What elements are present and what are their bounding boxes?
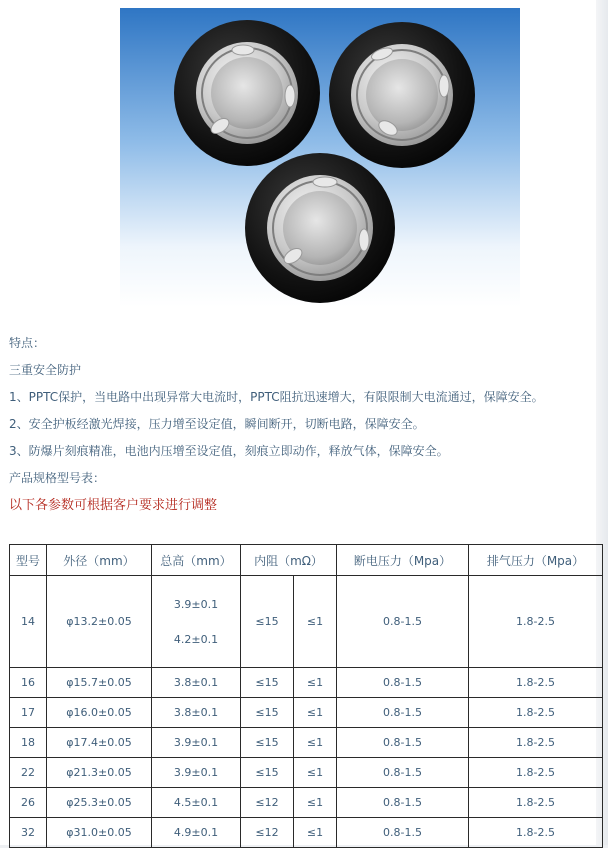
cell-model: 18 [10,728,47,758]
cell-model: 14 [10,576,47,668]
cell-diameter: φ25.3±0.05 [47,788,152,818]
cell-resistance-max: ≤15 [241,668,294,698]
cell-diameter: φ31.0±0.05 [47,818,152,848]
cell-cutoff-pressure: 0.8-1.5 [337,728,469,758]
table-row [10,576,603,668]
cell-model: 16 [10,668,47,698]
cell-model: 26 [10,788,47,818]
feature-item-3: 3、防爆片刻痕精准，电池内压增至设定值，刻痕立即动作，释放气体，保障安全。 [9,444,449,458]
table-row [10,668,603,698]
cell-cutoff-pressure: 0.8-1.5 [337,758,469,788]
cell-height [152,576,241,668]
battery-cap-left-icon [174,20,320,166]
table-row [10,818,603,848]
cell-cutoff-pressure: 0.8-1.5 [337,788,469,818]
cell-diameter: φ17.4±0.05 [47,728,152,758]
header-resistance: 内阻（mΩ） [241,545,337,576]
table-row [10,758,603,788]
cell-resistance-max: ≤15 [241,728,294,758]
adjustable-notice: 以下各参数可根据客户要求进行调整 [9,498,218,513]
cell-height: 4.5±0.1 [152,788,241,818]
cell-cutoff-pressure: 0.8-1.5 [337,576,469,668]
cell-vent-pressure: 1.8-2.5 [469,728,603,758]
cell-resistance-change: ≤1 [294,818,337,848]
cell-resistance-change: ≤1 [294,758,337,788]
cell-resistance-max: ≤15 [241,698,294,728]
cell-height: 3.9±0.1 [152,728,241,758]
feature-item-2: 2、安全护板经激光焊接，压力增至设定值，瞬间断开，切断电路，保障安全。 [9,417,425,431]
cell-height: 3.8±0.1 [152,698,241,728]
cell-diameter: φ15.7±0.05 [47,668,152,698]
spec-heading: 产品规格型号表： [9,471,106,485]
header-diameter: 外径（mm） [47,545,152,576]
table-row [10,788,603,818]
product-photo [120,8,520,307]
cell-cutoff-pressure: 0.8-1.5 [337,818,469,848]
spec-table [9,544,603,848]
header-height: 总高（mm） [152,545,241,576]
cell-height-value: 4.2±0.1 [173,632,219,646]
cell-resistance-change: ≤1 [294,788,337,818]
battery-cap-bottom-icon [245,153,395,303]
header-vent-pressure: 排气压力（Mpa） [469,545,603,576]
cell-height: 3.9±0.1 [152,758,241,788]
table-row [10,728,603,758]
cell-model: 32 [10,818,47,848]
cell-height: 4.9±0.1 [152,818,241,848]
cell-model: 22 [10,758,47,788]
cell-resistance-max: ≤12 [241,818,294,848]
header-cutoff-pressure: 断电压力（Mpa） [337,545,469,576]
cell-resistance-max: ≤12 [241,788,294,818]
cell-vent-pressure: 1.8-2.5 [469,698,603,728]
safety-title: 三重安全防护 [9,363,82,377]
cell-cutoff-pressure: 0.8-1.5 [337,698,469,728]
cell-cutoff-pressure: 0.8-1.5 [337,668,469,698]
feature-item-1: 1、PPTC保护，当电路中出现异常大电流时，PPTC阻抗迅速增大，有限限制大电流通过，保障安全。 [9,390,544,404]
cell-resistance-change: ≤1 [294,728,337,758]
cell-vent-pressure: 1.8-2.5 [469,576,603,668]
table-header-row [10,545,603,576]
cell-resistance-max: ≤15 [241,758,294,788]
cell-height-value: 3.9±0.1 [173,597,219,611]
table-row [10,698,603,728]
cell-resistance-change: ≤1 [294,576,337,668]
cell-vent-pressure: 1.8-2.5 [469,668,603,698]
battery-cap-right-icon [329,22,475,168]
cell-vent-pressure: 1.8-2.5 [469,758,603,788]
features-heading: 特点： [9,336,46,350]
cell-resistance-change: ≤1 [294,698,337,728]
cell-diameter: φ21.3±0.05 [47,758,152,788]
cell-height: 3.8±0.1 [152,668,241,698]
cell-vent-pressure: 1.8-2.5 [469,788,603,818]
cell-vent-pressure: 1.8-2.5 [469,818,603,848]
features-section [9,330,599,519]
cell-resistance-change: ≤1 [294,668,337,698]
cell-diameter: φ16.0±0.05 [47,698,152,728]
cell-resistance-max: ≤15 [241,576,294,668]
header-model: 型号 [10,545,47,576]
cell-model: 17 [10,698,47,728]
cell-diameter: φ13.2±0.05 [47,576,152,668]
